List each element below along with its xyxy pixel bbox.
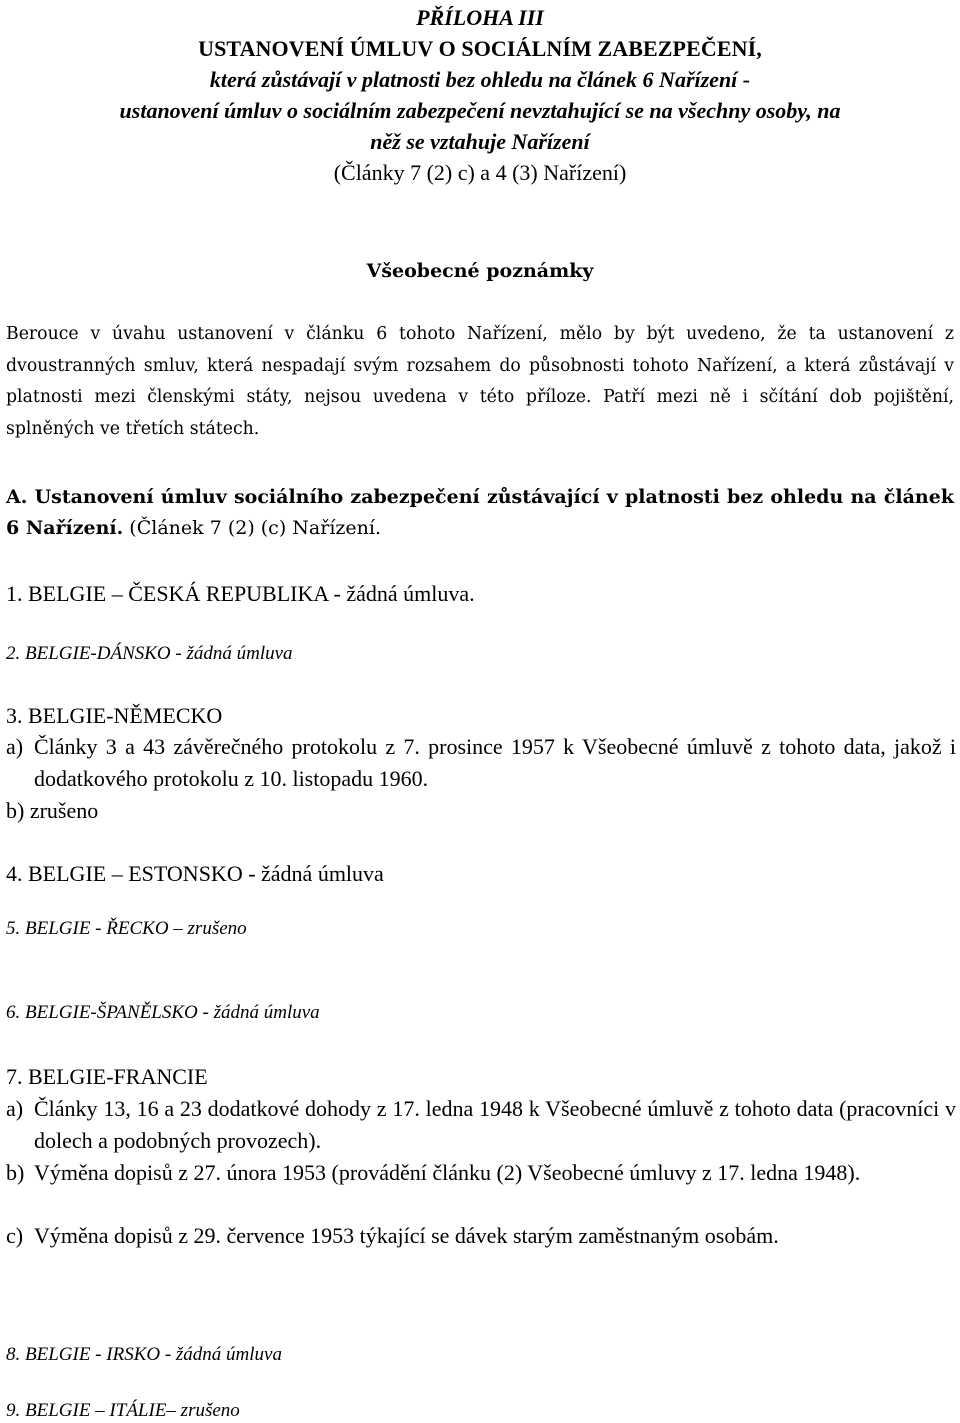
item-3a: [6, 731, 956, 794]
section-a-heading: [6, 482, 954, 544]
annex-title: PŘÍLOHA III: [416, 5, 544, 30]
subtitle-line-3: něž se vztahuje Nařízení: [370, 129, 590, 154]
item-5: 5. BELGIE - ŘECKO – zrušeno: [6, 918, 247, 939]
document-header: [0, 2, 960, 188]
item-7a: [6, 1093, 956, 1156]
item-7c: [6, 1220, 956, 1252]
general-notes-text: Berouce v úvahu ustanovení v článku 6 tohoto Nařízení, mělo by být uvedeno, že ta ustanovení z dvoustranných smluv, která nespadají svým rozsahem do působnosti tohoto Nařízení, a která zůstávají v platnosti mezi členskými státy, nejsou uvedena v této příloze. Patří mezi ně i sčítání dob pojištění, splněných ve třetích státech.: [6, 324, 954, 439]
item-6: 6. BELGIE-ŠPANĚLSKO - žádná úmluva: [6, 1002, 320, 1023]
main-title: USTANOVENÍ ÚMLUV O SOCIÁLNÍM ZABEZPEČENÍ,: [198, 36, 762, 61]
item-7b-label: b): [6, 1160, 25, 1185]
general-notes-heading: Všeobecné poznámky: [366, 260, 594, 282]
item-7c-label: c): [6, 1223, 24, 1248]
item-7a-label: a): [6, 1096, 24, 1121]
section-a-reference: (Článek 7 (2) (c) Nařízení.: [123, 517, 381, 539]
subtitle-line-1: která zůstávají v platnosti bez ohledu na článek 6 Nařízení -: [209, 67, 751, 92]
item-9: 9. BELGIE – ITÁLIE– zrušeno: [6, 1400, 240, 1421]
articles-reference: (Články 7 (2) c) a 4 (3) Nařízení): [333, 160, 627, 185]
item-7: 7. BELGIE-FRANCIE: [6, 1064, 208, 1089]
item-3b: b) zrušeno: [6, 798, 99, 823]
item-3: 3. BELGIE-NĚMECKO: [6, 703, 223, 728]
item-3a-text: Články 3 a 43 závěrečného protokolu z 7. prosince 1957 k Všeobecné úmluvě z tohoto data, jakož i dodatkového protokolu z 10. listopadu 1960.: [34, 734, 956, 791]
item-7c-text: Výměna dopisů z 29. července 1953 týkající se dávek starým zaměstnaným osobám.: [34, 1223, 779, 1248]
section-a-bold: A. Ustanovení úmluv sociálního zabezpečení zůstávající v platnosti bez ohledu na článek 6 Nařízení.: [6, 486, 954, 539]
item-7a-text: Články 13, 16 a 23 dodatkové dohody z 17. ledna 1948 k Všeobecné úmluvě z tohoto data (pracovníci v dolech a podobných provozech).: [34, 1096, 956, 1153]
item-7b: [6, 1157, 956, 1189]
item-4: 4. BELGIE – ESTONSKO - žádná úmluva: [6, 861, 384, 886]
subtitle-line-2: ustanovení úmluv o sociálním zabezpečení nevztahující se na všechny osoby, na: [119, 98, 841, 123]
item-3a-label: a): [6, 734, 24, 759]
item-8: 8. BELGIE - IRSKO - žádná úmluva: [6, 1344, 282, 1365]
item-1: 1. BELGIE – ČESKÁ REPUBLIKA - žádná úmluva.: [6, 581, 475, 606]
item-2: 2. BELGIE-DÁNSKO - žádná úmluva: [6, 643, 293, 664]
item-7b-text: Výměna dopisů z 27. února 1953 (provádění článku (2) Všeobecné úmluvy z 17. ledna 1948).: [34, 1160, 861, 1185]
